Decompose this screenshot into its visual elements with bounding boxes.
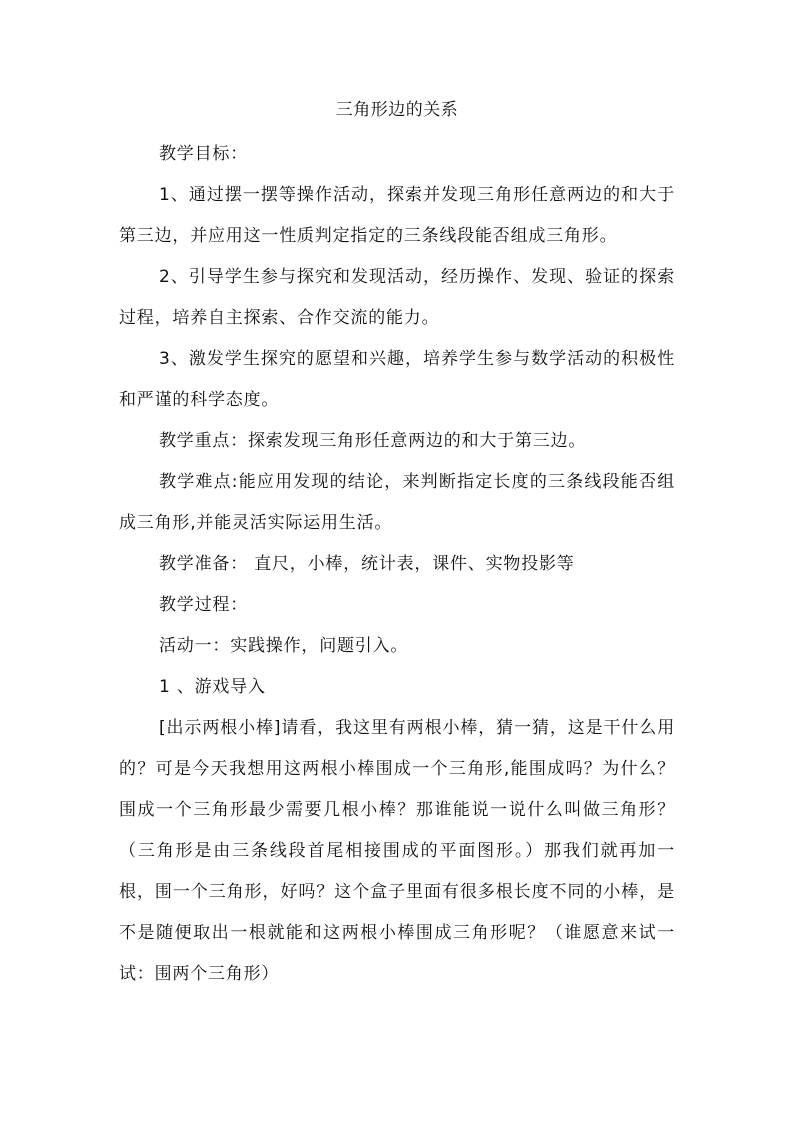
- objective-item-2: 2、引导学生参与探究和发现活动，经历操作、发现、验证的探索过程，培养自主探索、合作交流的能力。: [119, 267, 675, 328]
- activity-heading: 活动一：实践操作，问题引入。: [159, 636, 409, 656]
- body-paragraph: [出示两根小棒]请看，我这里有两根小棒，猜一猜，这是干什么用的？可是今天我想用这两根小棒围成一个三角形,能围成吗？为什么？围成一个三角形最少需要几根小棒？那谁能说一说什么叫做三角形？（三角形是由三条线段首尾相接围成的平面图形。）那我们就再加一根，围一个三角形，好吗？这个盒子里面有很多根长度不同的小棒，是不是随便取出一根就能和这两根小棒围成三角形呢？（谁愿意来试一试：围两个三角形）: [119, 718, 675, 984]
- section-heading-process: 教学过程：: [159, 595, 248, 615]
- key-point-paragraph: 教学重点：探索发现三角形任意两边的和大于第三边。: [159, 431, 587, 451]
- page-title: 三角形边的关系: [335, 100, 459, 120]
- objective-item-3: 3、激发学生探究的愿望和兴趣，培养学生参与数学活动的积极性和严谨的科学态度。: [119, 349, 675, 410]
- preparation-paragraph: 教学准备： 直尺，小棒，统计表，课件、实物投影等: [159, 554, 575, 574]
- difficulty-paragraph: 教学难点:能应用发现的结论，来判断指定长度的三条线段能否组成三角形,并能灵活实际运用生活。: [119, 472, 675, 533]
- objective-item-1: 1、通过摆一摆等操作活动，探索并发现三角形任意两边的和大于第三边，并应用这一性质判定指定的三条线段能否组成三角形。: [119, 185, 675, 246]
- subsection-heading: 1 、游戏导入: [159, 677, 266, 697]
- document-body: [119, 100, 675, 995]
- section-heading-objectives: 教学目标：: [159, 144, 248, 164]
